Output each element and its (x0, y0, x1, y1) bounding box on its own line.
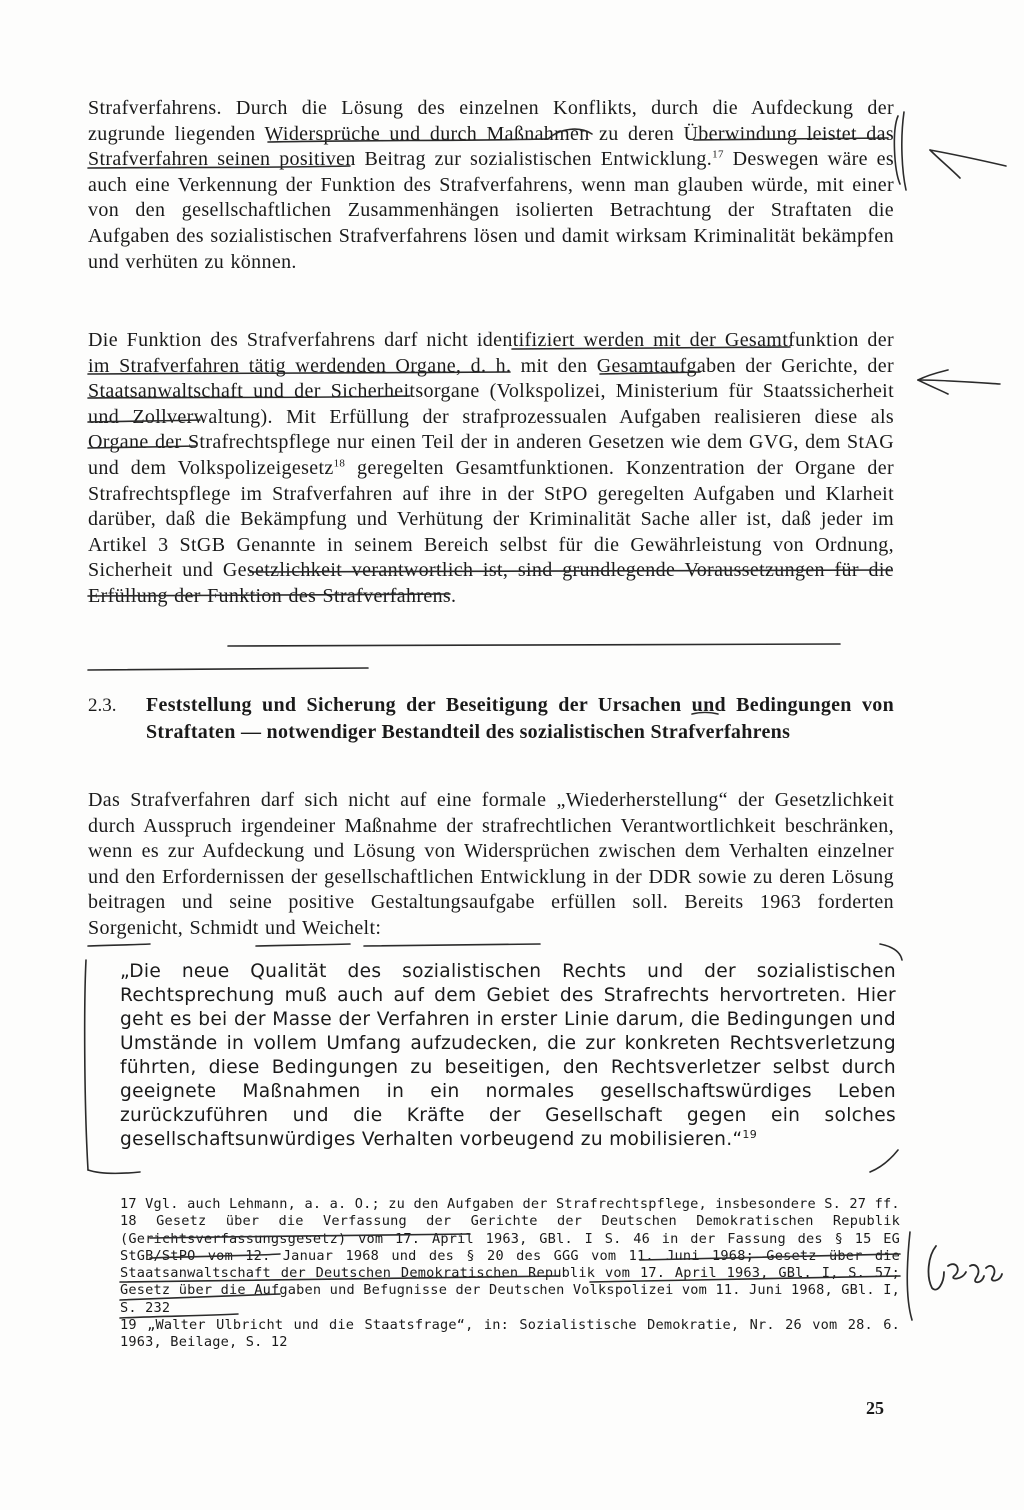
footnote-ref-17: 17 (712, 148, 724, 161)
arrow-mark (918, 380, 1000, 384)
underline-mark (88, 944, 150, 946)
paragraph-1 (88, 96, 894, 275)
section-title: Feststellung und Sicherung der Beseitigung der Ursachen und Bedingungen von Straftaten — notwendiger Bestandteil des sozialistischen Strafverfahrens (146, 694, 894, 743)
footnote-17: 17 Vgl. auch Lehmann, a. a. O.; zu den Aufgaben der Strafrechtspflege, insbesondere S. 27 ff. (120, 1196, 900, 1212)
paragraph-2-text-a: Die Funktion des Strafverfahrens darf nicht identifiziert werden mit der Gesamtfunktion der im Strafverfahren tätig werdenden Organe, d. h. mit den Gesamtaufgaben der Gerichte, der Staatsanwaltschaft und der Sicherheitsorgane (Volkspolizei, Ministerium für Staatssicherheit und Zollverwaltung). Mit Erfüllung der strafprozessualen Aufgaben realisieren diese als Organe der Strafrechtspflege nur einen Teil der in anderen Gesetzen wie dem GVG, dem StAG und dem Volkspolizeigesetz (88, 329, 894, 479)
footnote-ref-19: 19 (742, 1127, 758, 1141)
footnote-19: 19 „Walter Ulbricht und die Staatsfrage“, in: Sozialistische Demokratie, Nr. 26 vom 28. 6. 1963, Beilage, S. 12 (120, 1317, 900, 1351)
paragraph-2 (88, 328, 894, 610)
quote-text: „Die neue Qualität des sozialistischen Rechts und der sozialistischen Rechtsprechung muß auch auf dem Gebiet des Strafrechts hervortreten. Hier geht es bei der Masse der Verfahren in erster Linie darum, die Bedingungen und Umstände in vollem Umfang aufzudecken, die zur konkreten Rechtsverletzung führten, diese Bedingungen zu beseitigen, den Rechtsverletzer selbst durch geeignete Maßnahmen in ein normales gesellschaftswürdiges Leben zurückzuführen und die Kräfte der Gesellschaft gegen ein solches gesellschaftsunwürdiges Verhalten vorbeugend zu mobilisieren.“ (120, 961, 896, 1150)
underline-mark (228, 644, 840, 646)
arrow-mark (918, 380, 948, 394)
paragraph-1-continuation: Deswegen wäre es auch eine Verkennung der Funktion des Strafverfahrens, wenn man glauben würde, mit einer von den gesellschaftlichen Zusammenhängen isolierten Betrachtung der Straftaten die Aufgaben des sozialistischen Strafverfahrens lösen und damit wirksam Kriminalität bekämpfen und verhüten zu können. (88, 148, 894, 273)
paragraph-2-text-b: geregelten Gesamtfunktionen. Konzentration der Organe der Strafrechtspflege im Strafverfahren auf ihre in der StPO geregelten Aufgaben und Klarheit darüber, daß die Bekämpfung und Verhütung der Kriminalität Sache aller ist, daß jeder im Artikel 3 StGB Genannte in seinem Bereich selbst für die Gewährleistung von Ordnung, Sicherheit und Gesetzlichkeit verantwortlich ist, sind grundlegende Voraussetzungen für die Erfüllung der Funktion des Strafverfahrens. (88, 456, 894, 607)
block-quote (120, 960, 896, 1152)
bracket-mark (907, 1232, 912, 1320)
paragraph-3 (88, 788, 894, 942)
arrow-mark (930, 150, 960, 178)
underline-mark (88, 668, 368, 670)
paragraph-3-text: Das Strafverfahren darf sich nicht auf eine formale „Wiederherstellung“ der Gesetzlichkeit durch Ausspruch irgendeiner Maßnahme der strafrechtlichen Verantwortlichkeit beschränken, wenn es zur Aufdeckung und Lösung von Widersprüchen zwischen dem Verhalten einzelner und den Erfordernissen der gesellschaftlichen Entwicklung in der DDR sowie zu deren Lösung beitragen und seine positive Gestaltungsaufgabe erfüllen soll. Bereits 1963 forderten Sorgenicht, Schmidt und Weichelt: (88, 789, 894, 939)
arrow-mark (930, 150, 1006, 166)
arrow-mark (918, 370, 948, 380)
bracket-mark (85, 960, 88, 1170)
bracket-mark (880, 944, 902, 960)
section-number: 2.3. (88, 695, 117, 716)
paragraph-1-text: Strafverfahrens. Durch die Lösung des einzelnen Konflikts, durch die Aufdeckung der zugrunde liegenden Widersprüche und durch Maßnahmen zu deren Überwindung leistet das Strafverfahren seinen positiven Beitrag zur sozialistischen Entwicklung. (88, 97, 894, 171)
handwritten-margin-note (926, 1236, 1006, 1306)
bracket-mark (902, 112, 906, 190)
bracket-mark (870, 1150, 898, 1172)
footnotes (120, 1196, 900, 1352)
bracket-mark (88, 1170, 140, 1173)
footnote-ref-18: 18 (333, 457, 346, 470)
underline-mark (256, 944, 350, 946)
footnote-18: 18 Gesetz über die Verfassung der Gerichte der Deutschen Demokratischen Republik (Gerichtsverfassungsgesetz) vom 17. April 1963, GBl. I S. 46 in der Fassung des § 15 EG StGB/StPO vom 12. Januar 1968 und des § 20 des GGG vom 11. Juni 1968; Gesetz über die Staatsanwaltschaft der Deutschen Demokratischen Republik vom 17. April 1963, GBl. I, S. 57; Gesetz über die Aufgaben und Befugnisse der Deutschen Volkspolizei vom 11. Juni 1968, GBl. I, S. 232 (120, 1213, 900, 1316)
underline-mark (364, 944, 540, 946)
bracket-mark (894, 116, 900, 184)
page-number: 25 (866, 1398, 884, 1418)
